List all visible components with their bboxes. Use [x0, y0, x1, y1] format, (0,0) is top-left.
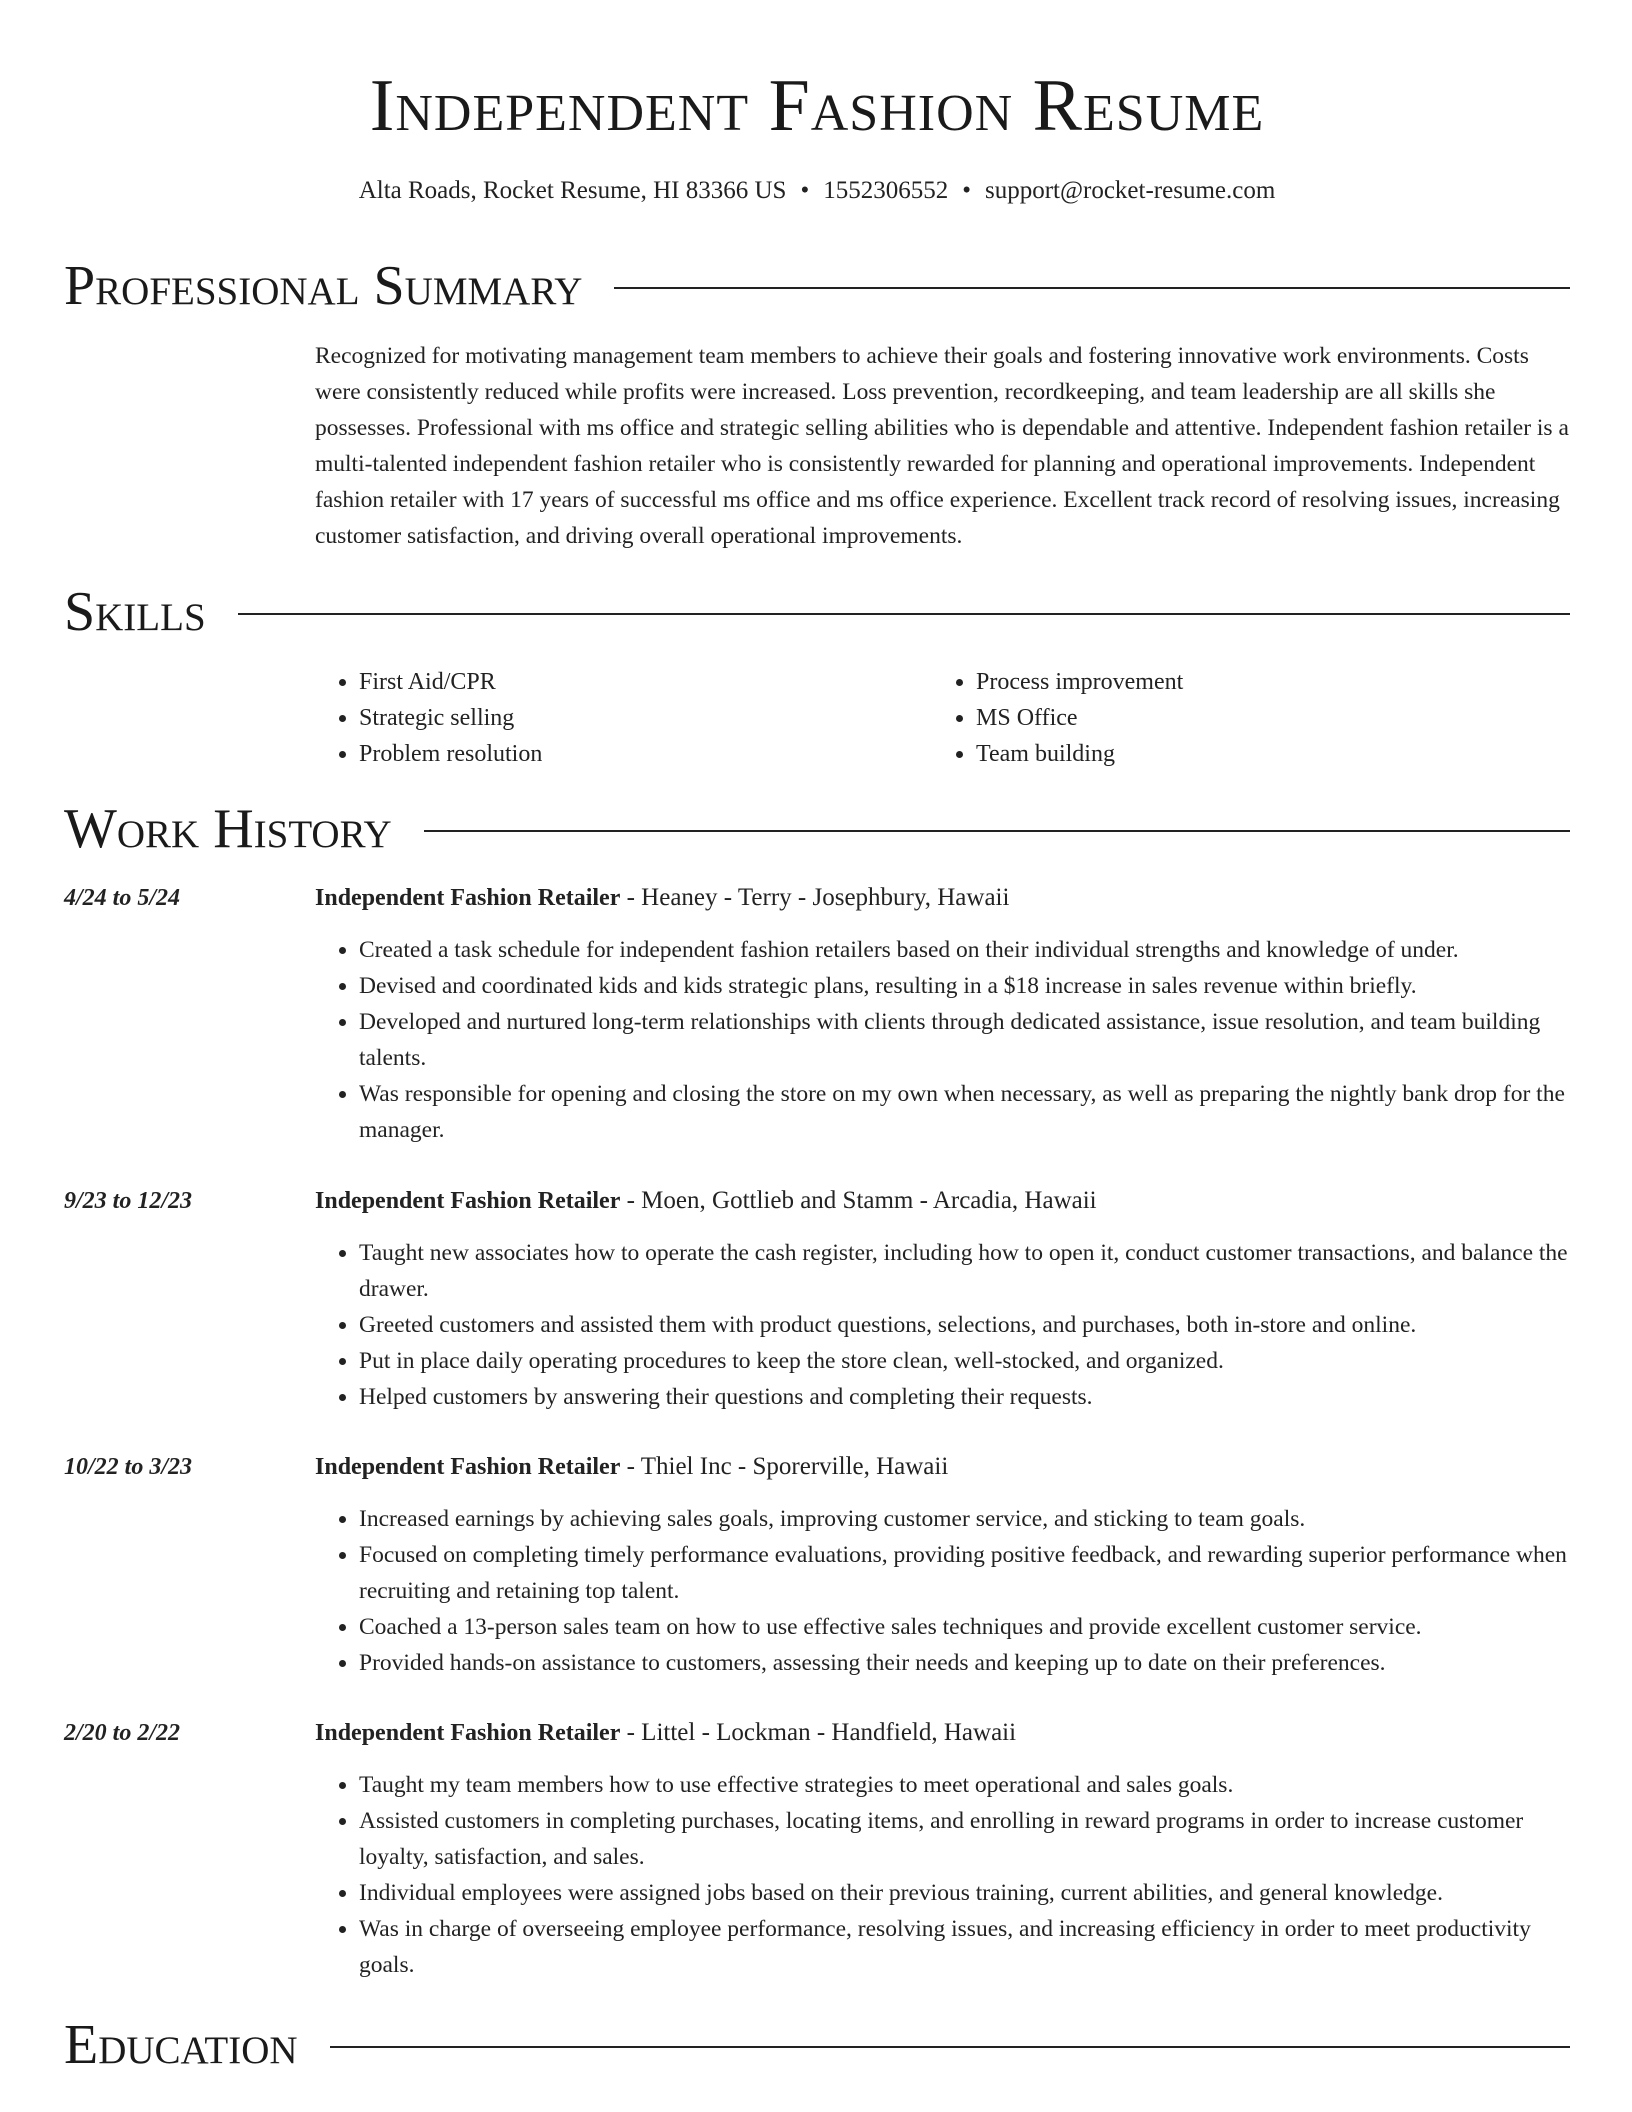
section-skills-label: Skills	[64, 581, 206, 643]
job-bullet: • Devised and coordinated kids and kids strategic plans, resulting in a $18 increase in sales revenue within briefly.	[359, 968, 1573, 1004]
job-title: Independent Fashion Retailer	[315, 1188, 621, 1214]
job-bullet: • Was responsible for opening and closing the store on my own when necessary, as well as preparing the nightly bank drop for the manager.	[359, 1076, 1573, 1148]
section-work-heading	[64, 797, 1570, 861]
job-dates: 4/24 to 5/24	[64, 885, 181, 911]
job-bullet: • Increased earnings by achieving sales goals, improving customer service, and sticking to team goals.	[359, 1501, 1573, 1537]
job-bullet: • Coached a 13-person sales team on how to use effective sales techniques and provide excellent customer service.	[359, 1609, 1573, 1645]
skill-item: • Problem resolution	[359, 736, 932, 772]
job-employer: - Littel - Lockman - Handfield, Hawaii	[620, 1719, 1017, 1746]
contact-separator: •	[962, 177, 971, 204]
job-bullets	[315, 1501, 1573, 1681]
job-heading	[315, 1449, 948, 1485]
skill-item: • First Aid/CPR	[359, 664, 932, 700]
job-bullet: • Put in place daily operating procedures to keep the store clean, well-stocked, and organized.	[359, 1343, 1573, 1379]
contact-separator: •	[800, 177, 810, 204]
job-bullet: • Helped customers by answering their questions and completing their requests.	[359, 1379, 1573, 1415]
job-heading	[315, 880, 1009, 916]
job-employer: - Heaney - Terry - Josephbury, Hawaii	[620, 884, 1010, 911]
summary-text: Recognized for motivating management team members to achieve their goals and fostering innovative work environments. Costs were consistently reduced while profits were increased. Loss prevention, recordkeeping, and team leadership are all skills she possesses. Professional with ms office and strategic selling abilities who is dependable and attentive. Independent fashion retailer is a multi-talented independent fashion retailer who is consistently rewarded for planning and operational improvements. Independent fashion retailer with 17 years of successful ms office and ms office experience. Excellent track record of resolving issues, increasing customer satisfaction, and driving overall operational improvements.	[315, 343, 1569, 549]
job-title: Independent Fashion Retailer	[315, 1454, 621, 1480]
job-heading	[315, 1715, 1016, 1751]
section-summary-heading	[64, 254, 1570, 318]
section-education-label: Education	[64, 2014, 298, 2076]
job-bullet: • Was in charge of overseeing employee performance, resolving issues, and increasing efficiency in order to meet productivity goals.	[359, 1911, 1573, 1983]
job-bullet: • Taught new associates how to operate the cash register, including how to open it, conduct customer transactions, and balance the drawer.	[359, 1235, 1573, 1307]
job-bullets	[315, 932, 1573, 1148]
skill-item: • Team building	[976, 736, 1549, 772]
job-bullet: • Created a task schedule for independent fashion retailers based on their individual strengths and knowledge of under.	[359, 932, 1573, 968]
skill-item: • Process improvement	[976, 664, 1549, 700]
job-employer: - Moen, Gottlieb and Stamm - Arcadia, Hawaii	[620, 1187, 1097, 1214]
skill-item: • MS Office	[976, 700, 1549, 736]
contact-address: Alta Roads, Rocket Resume, HI 83366 US	[358, 177, 787, 204]
skill-item: • Strategic selling	[359, 700, 932, 736]
contact-phone: 1552306552	[823, 177, 949, 204]
section-work-label: Work History	[64, 798, 392, 860]
job-title: Independent Fashion Retailer	[315, 1720, 621, 1746]
skills-column-left	[315, 664, 932, 772]
job-dates: 2/20 to 2/22	[64, 1720, 181, 1746]
section-skills-heading	[64, 580, 1570, 644]
job-bullets	[315, 1235, 1573, 1415]
job-title: Independent Fashion Retailer	[315, 885, 621, 911]
contact-email: support@rocket-resume.com	[984, 177, 1276, 204]
job-bullet: • Assisted customers in completing purchases, locating items, and enrolling in reward programs in order to increase customer loyalty, satisfaction, and sales.	[359, 1803, 1573, 1875]
job-bullet: • Individual employees were assigned jobs based on their previous training, current abilities, and general knowledge.	[359, 1875, 1573, 1911]
job-dates: 9/23 to 12/23	[64, 1188, 193, 1214]
contact-line	[64, 174, 1570, 208]
job-dates: 10/22 to 3/23	[64, 1454, 193, 1480]
section-education-heading	[64, 2013, 1570, 2077]
job-bullet: • Focused on completing timely performance evaluations, providing positive feedback, and rewarding superior performance when recruiting and retaining top talent.	[359, 1537, 1573, 1609]
section-divider	[614, 287, 1570, 289]
job-heading	[315, 1183, 1097, 1219]
skills-list	[315, 664, 1573, 772]
section-divider	[238, 613, 1570, 615]
job-bullet: • Provided hands-on assistance to customers, assessing their needs and keeping up to date on their preferences.	[359, 1645, 1573, 1681]
resume-title: Independent Fashion Resume	[369, 65, 1265, 147]
section-summary-label: Professional Summary	[64, 255, 583, 317]
job-bullets	[315, 1767, 1573, 1983]
job-bullet: • Greeted customers and assisted them with product questions, selections, and purchases, both in-store and online.	[359, 1307, 1573, 1343]
job-bullet: • Taught my team members how to use effective strategies to meet operational and sales goals.	[359, 1767, 1573, 1803]
job-employer: - Thiel Inc - Sporerville, Hawaii	[620, 1453, 949, 1480]
job-bullet: • Developed and nurtured long-term relationships with clients through dedicated assistance, issue resolution, and team building talents.	[359, 1004, 1573, 1076]
skills-column-right	[932, 664, 1549, 772]
section-divider	[424, 830, 1570, 832]
section-divider	[330, 2046, 1570, 2048]
